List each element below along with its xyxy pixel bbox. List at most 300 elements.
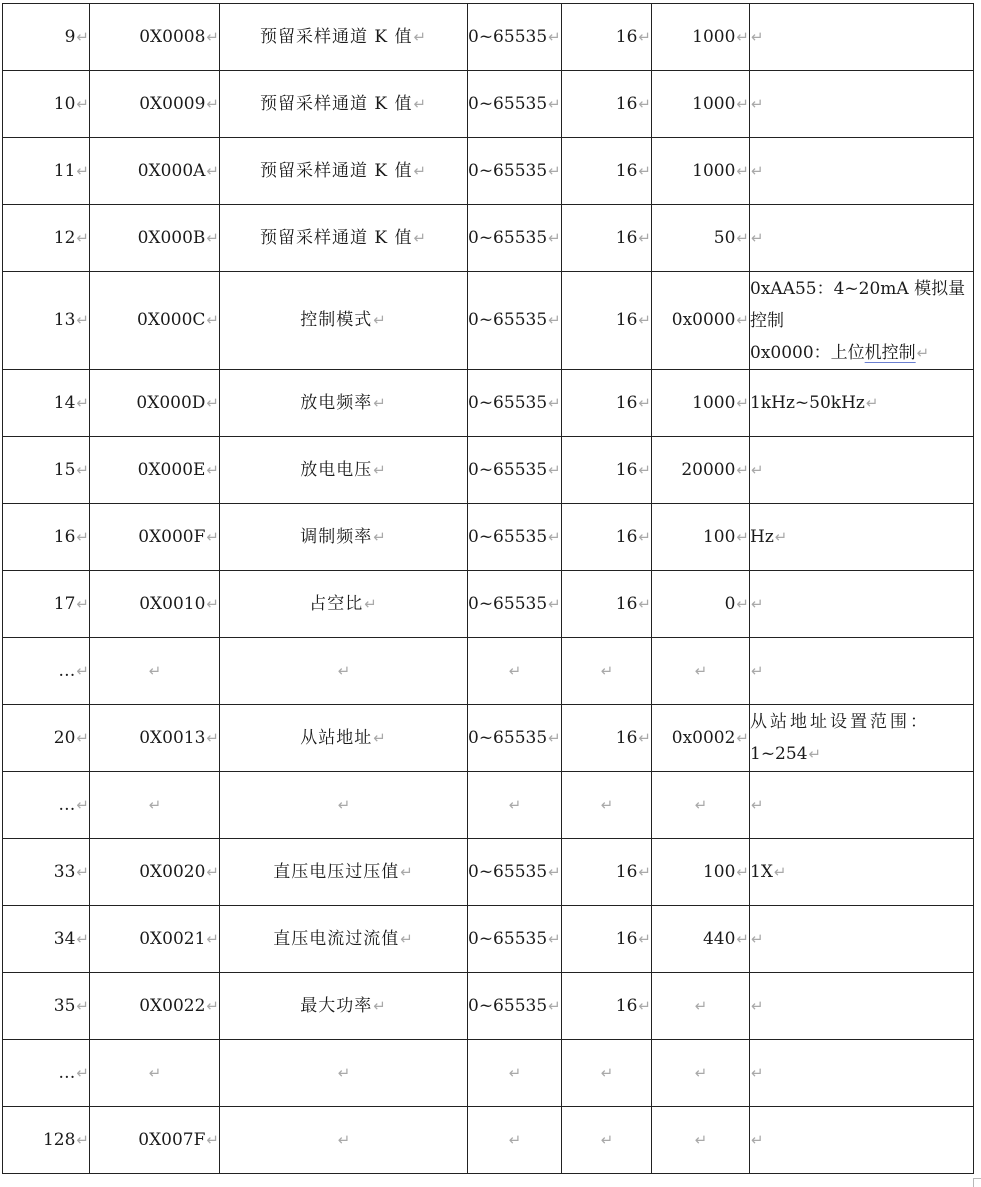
value-range-cell <box>468 973 562 1040</box>
row-number-cell <box>3 370 90 437</box>
paragraph-mark-icon: ↵ <box>76 795 89 814</box>
register-address: 0X000C <box>137 310 206 330</box>
paragraph-mark-icon: ↵ <box>736 27 749 46</box>
paragraph-mark-icon: ↵ <box>206 862 219 881</box>
bit-width-cell <box>562 973 652 1040</box>
remark-cell <box>750 272 974 370</box>
paragraph-mark-icon: ↵ <box>373 996 387 1015</box>
paragraph-mark-icon: ↵ <box>638 393 651 412</box>
value-range: 0~65535 <box>468 861 548 882</box>
remark-cell <box>750 839 974 906</box>
value-range: 0~65535 <box>468 227 548 248</box>
row-number: 14 <box>53 392 76 413</box>
remark-cell <box>750 1040 974 1107</box>
paragraph-mark-icon: ↵ <box>206 311 219 329</box>
register-name: 预留采样通道 K 值 <box>259 227 413 248</box>
register-name-cell <box>220 370 468 437</box>
paragraph-mark-icon: ↵ <box>206 527 219 546</box>
remark-cell <box>750 138 974 205</box>
row-number-cell <box>3 504 90 571</box>
remark-cell <box>750 205 974 272</box>
register-address: 0X000D <box>136 392 206 413</box>
remark-text: 1~254 <box>750 744 808 764</box>
paragraph-mark-icon: ↵ <box>76 527 89 546</box>
bit-width: 16 <box>615 310 638 330</box>
default-value-cell <box>652 839 750 906</box>
paragraph-mark-icon: ↵ <box>148 1063 162 1082</box>
paragraph-mark-icon: ↵ <box>751 594 764 613</box>
paragraph-mark-icon: ↵ <box>736 594 749 613</box>
remark-cell <box>750 906 974 973</box>
paragraph-mark-icon: ↵ <box>206 929 219 948</box>
paragraph-mark-icon: ↵ <box>751 228 764 247</box>
bit-width-cell <box>562 71 652 138</box>
value-range: 0~65535 <box>468 593 548 614</box>
row-number: 11 <box>53 160 76 181</box>
bit-width: 16 <box>615 392 638 413</box>
paragraph-mark-icon: ↵ <box>751 795 764 814</box>
paragraph-mark-icon: ↵ <box>694 996 708 1015</box>
register-address: 0X0010 <box>139 593 206 614</box>
value-range-cell <box>468 4 562 71</box>
value-range: 0~65535 <box>468 26 548 47</box>
default-value-cell <box>652 1040 750 1107</box>
register-name: 预留采样通道 K 值 <box>259 26 413 47</box>
table-row <box>3 839 974 906</box>
paragraph-mark-icon: ↵ <box>206 728 219 747</box>
bit-width-cell <box>562 437 652 504</box>
row-number: 16 <box>53 526 76 547</box>
paragraph-mark-icon: ↵ <box>373 728 387 747</box>
row-number-cell <box>3 1107 90 1174</box>
register-name: 最大功率 <box>300 995 373 1016</box>
remark-cell <box>750 504 974 571</box>
register-address-cell <box>90 1040 220 1107</box>
paragraph-mark-icon: ↵ <box>865 393 879 412</box>
default-value-cell <box>652 705 750 772</box>
bit-width-cell <box>562 138 652 205</box>
paragraph-mark-icon: ↵ <box>751 27 764 46</box>
table-row <box>3 571 974 638</box>
default-value-cell <box>652 205 750 272</box>
row-number: 9 <box>64 26 76 47</box>
paragraph-mark-icon: ↵ <box>364 594 378 613</box>
bit-width-cell <box>562 906 652 973</box>
paragraph-mark-icon: ↵ <box>600 1063 614 1082</box>
table-row <box>3 205 974 272</box>
paragraph-mark-icon: ↵ <box>638 996 651 1015</box>
row-number: 12 <box>53 227 76 248</box>
bit-width-cell <box>562 1040 652 1107</box>
value-range-cell <box>468 504 562 571</box>
register-address-cell <box>90 973 220 1040</box>
value-range-cell <box>468 772 562 839</box>
register-name: 调制频率 <box>300 526 373 547</box>
row-number-cell <box>3 1040 90 1107</box>
default-value-cell <box>652 638 750 705</box>
paragraph-mark-icon: ↵ <box>337 1063 351 1082</box>
register-name-cell <box>220 1107 468 1174</box>
register-address-cell <box>90 705 220 772</box>
register-name: 预留采样通道 K 值 <box>259 93 413 114</box>
value-range-cell <box>468 906 562 973</box>
value-range: 0~65535 <box>468 93 548 114</box>
paragraph-mark-icon: ↵ <box>76 1063 89 1082</box>
value-range: 0~65535 <box>468 727 548 748</box>
register-address-cell <box>90 772 220 839</box>
remark-cell <box>750 370 974 437</box>
bit-width-cell <box>562 839 652 906</box>
bit-width-cell <box>562 772 652 839</box>
table-row <box>3 772 974 839</box>
paragraph-mark-icon: ↵ <box>751 94 764 113</box>
register-address-cell <box>90 906 220 973</box>
paragraph-mark-icon: ↵ <box>548 996 561 1015</box>
paragraph-mark-icon: ↵ <box>548 460 561 479</box>
row-number-cell <box>3 638 90 705</box>
paragraph-mark-icon: ↵ <box>206 996 219 1015</box>
value-range-cell <box>468 1107 562 1174</box>
register-table <box>2 3 974 1174</box>
paragraph-mark-icon: ↵ <box>694 661 708 680</box>
table-row <box>3 272 974 370</box>
bit-width-cell <box>562 571 652 638</box>
register-address: 0X000E <box>137 459 206 480</box>
row-number: 20 <box>53 727 76 748</box>
paragraph-mark-icon: ↵ <box>76 996 89 1015</box>
bit-width-cell <box>562 705 652 772</box>
remark-cell <box>750 772 974 839</box>
paragraph-mark-icon: ↵ <box>373 393 387 412</box>
row-number: 10 <box>53 93 76 114</box>
value-range: 0~65535 <box>468 392 548 413</box>
value-range: 0~65535 <box>468 526 548 547</box>
row-number: 15 <box>53 459 76 480</box>
register-name-cell <box>220 504 468 571</box>
paragraph-mark-icon: ↵ <box>600 1130 614 1149</box>
paragraph-mark-icon: ↵ <box>548 161 561 180</box>
table-row <box>3 437 974 504</box>
row-number-cell <box>3 205 90 272</box>
register-address-cell <box>90 272 220 370</box>
paragraph-mark-icon: ↵ <box>206 228 219 247</box>
table-row <box>3 370 974 437</box>
default-value-cell <box>652 272 750 370</box>
paragraph-mark-icon: ↵ <box>337 661 351 680</box>
register-name-cell <box>220 906 468 973</box>
paragraph-mark-icon: ↵ <box>337 1130 351 1149</box>
default-value: 0 <box>724 593 736 614</box>
value-range-cell <box>468 138 562 205</box>
bit-width-cell <box>562 638 652 705</box>
register-address: 0X0008 <box>139 26 206 47</box>
paragraph-mark-icon: ↵ <box>76 94 89 113</box>
paragraph-mark-icon: ↵ <box>548 27 561 46</box>
row-number: … <box>58 660 76 681</box>
remark-cell <box>750 437 974 504</box>
paragraph-mark-icon: ↵ <box>916 343 930 362</box>
default-value-cell <box>652 437 750 504</box>
paragraph-mark-icon: ↵ <box>751 460 764 479</box>
row-number-cell <box>3 138 90 205</box>
value-range: 0~65535 <box>468 995 548 1016</box>
default-value-cell <box>652 370 750 437</box>
bit-width: 16 <box>615 928 638 949</box>
register-name-cell <box>220 839 468 906</box>
table-row <box>3 138 974 205</box>
table-row <box>3 4 974 71</box>
paragraph-mark-icon: ↵ <box>76 1130 89 1149</box>
paragraph-mark-icon: ↵ <box>508 1063 522 1082</box>
register-name: 直压电压过压值 <box>273 861 400 882</box>
default-value: 1000 <box>692 93 736 114</box>
value-range: 0~65535 <box>468 310 548 330</box>
register-name: 预留采样通道 K 值 <box>259 160 413 181</box>
row-number-cell <box>3 71 90 138</box>
default-value: 100 <box>702 526 736 547</box>
remark-text: 0x0000：上位机控制 <box>750 342 916 363</box>
bit-width: 16 <box>615 526 638 547</box>
row-number-cell <box>3 272 90 370</box>
register-name-cell <box>220 571 468 638</box>
register-name-cell <box>220 705 468 772</box>
row-number-cell <box>3 4 90 71</box>
remark-cell <box>750 571 974 638</box>
remark-text: 0xAA55：4~20mA 模拟量 <box>750 278 966 299</box>
default-value: 0x0000 <box>671 310 736 330</box>
paragraph-mark-icon: ↵ <box>808 745 822 763</box>
default-value: 0x0002 <box>671 727 736 748</box>
bit-width: 16 <box>615 26 638 47</box>
paragraph-mark-icon: ↵ <box>76 228 89 247</box>
paragraph-mark-icon: ↵ <box>751 661 764 680</box>
register-address-cell <box>90 370 220 437</box>
paragraph-mark-icon: ↵ <box>548 228 561 247</box>
bit-width: 16 <box>615 160 638 181</box>
paragraph-mark-icon: ↵ <box>413 27 428 46</box>
paragraph-mark-icon: ↵ <box>206 27 219 46</box>
value-range-cell <box>468 205 562 272</box>
paragraph-mark-icon: ↵ <box>76 661 89 680</box>
paragraph-mark-icon: ↵ <box>600 661 614 680</box>
bit-width-cell <box>562 1107 652 1174</box>
row-number: 17 <box>53 593 76 614</box>
paragraph-mark-icon: ↵ <box>638 311 651 329</box>
table-row <box>3 973 974 1040</box>
paragraph-mark-icon: ↵ <box>148 661 162 680</box>
paragraph-mark-icon: ↵ <box>508 795 522 814</box>
register-name-cell <box>220 437 468 504</box>
row-number: 33 <box>53 861 76 882</box>
row-number: 35 <box>53 995 76 1016</box>
paragraph-mark-icon: ↵ <box>373 527 387 546</box>
paragraph-mark-icon: ↵ <box>413 161 428 180</box>
register-address: 0X0020 <box>139 861 206 882</box>
register-address-cell <box>90 138 220 205</box>
row-number-cell <box>3 839 90 906</box>
bit-width-cell <box>562 205 652 272</box>
default-value: 20000 <box>681 459 736 480</box>
paragraph-mark-icon: ↵ <box>694 795 708 814</box>
value-range-cell <box>468 1040 562 1107</box>
paragraph-mark-icon: ↵ <box>638 527 651 546</box>
register-name-cell <box>220 4 468 71</box>
register-name: 放电频率 <box>300 392 373 413</box>
paragraph-mark-icon: ↵ <box>638 228 651 247</box>
paragraph-mark-icon: ↵ <box>638 94 651 113</box>
paragraph-mark-icon: ↵ <box>638 862 651 881</box>
register-address-cell <box>90 4 220 71</box>
paragraph-mark-icon: ↵ <box>76 594 89 613</box>
default-value: 440 <box>702 928 736 949</box>
paragraph-mark-icon: ↵ <box>76 393 89 412</box>
value-range-cell <box>468 571 562 638</box>
paragraph-mark-icon: ↵ <box>736 460 749 479</box>
paragraph-mark-icon: ↵ <box>751 996 764 1015</box>
bit-width-cell <box>562 370 652 437</box>
value-range-cell <box>468 705 562 772</box>
register-address-cell <box>90 71 220 138</box>
register-address: 0X000B <box>137 227 206 248</box>
register-address-cell <box>90 504 220 571</box>
paragraph-mark-icon: ↵ <box>736 311 749 329</box>
register-name-cell <box>220 272 468 370</box>
paragraph-mark-icon: ↵ <box>373 460 387 479</box>
paragraph-mark-icon: ↵ <box>206 94 219 113</box>
table-row <box>3 705 974 772</box>
register-address-cell <box>90 839 220 906</box>
row-number-cell <box>3 705 90 772</box>
paragraph-mark-icon: ↵ <box>206 161 219 180</box>
row-number-cell <box>3 437 90 504</box>
paragraph-mark-icon: ↵ <box>774 527 788 546</box>
paragraph-mark-icon: ↵ <box>751 161 764 180</box>
paragraph-mark-icon: ↵ <box>736 228 749 247</box>
remark-text: Hz <box>750 526 774 547</box>
register-name: 放电电压 <box>300 459 373 480</box>
register-address: 0X0022 <box>139 995 206 1016</box>
paragraph-mark-icon: ↵ <box>548 393 561 412</box>
row-number: 128 <box>42 1129 76 1150</box>
paragraph-mark-icon: ↵ <box>736 929 749 948</box>
paragraph-mark-icon: ↵ <box>736 728 749 747</box>
paragraph-mark-icon: ↵ <box>773 862 787 881</box>
remark-cell <box>750 973 974 1040</box>
paragraph-mark-icon: ↵ <box>751 1130 764 1149</box>
paragraph-mark-icon: ↵ <box>548 311 561 329</box>
bit-width: 16 <box>615 227 638 248</box>
paragraph-mark-icon: ↵ <box>76 862 89 881</box>
register-name-cell <box>220 638 468 705</box>
bit-width-cell <box>562 504 652 571</box>
paragraph-mark-icon: ↵ <box>736 862 749 881</box>
remark-text: 控制 <box>750 310 784 331</box>
paragraph-mark-icon: ↵ <box>694 1130 708 1149</box>
paragraph-mark-icon: ↵ <box>76 27 89 46</box>
default-value-cell <box>652 973 750 1040</box>
default-value-cell <box>652 1107 750 1174</box>
table-row <box>3 1107 974 1174</box>
row-number-cell <box>3 772 90 839</box>
default-value-cell <box>652 571 750 638</box>
paragraph-mark-icon: ↵ <box>148 795 162 814</box>
paragraph-mark-icon: ↵ <box>413 94 428 113</box>
default-value: 1000 <box>692 392 736 413</box>
table-row <box>3 504 974 571</box>
paragraph-mark-icon: ↵ <box>638 594 651 613</box>
paragraph-mark-icon: ↵ <box>548 862 561 881</box>
register-address-cell <box>90 437 220 504</box>
default-value-cell <box>652 71 750 138</box>
paragraph-mark-icon: ↵ <box>206 1130 219 1149</box>
paragraph-mark-icon: ↵ <box>548 527 561 546</box>
paragraph-mark-icon: ↵ <box>206 594 219 613</box>
value-range-cell <box>468 370 562 437</box>
row-number-cell <box>3 571 90 638</box>
default-value: 100 <box>702 861 736 882</box>
default-value-cell <box>652 138 750 205</box>
register-address: 0X000A <box>137 160 206 181</box>
register-name-cell <box>220 205 468 272</box>
value-range-cell <box>468 638 562 705</box>
paragraph-mark-icon: ↵ <box>76 929 89 948</box>
paragraph-mark-icon: ↵ <box>736 393 749 412</box>
bit-width: 16 <box>615 995 638 1016</box>
paragraph-mark-icon: ↵ <box>638 929 651 948</box>
value-range: 0~65535 <box>468 459 548 480</box>
row-number: … <box>58 794 76 815</box>
paragraph-mark-icon: ↵ <box>337 795 351 814</box>
row-number-cell <box>3 973 90 1040</box>
register-address: 0X0021 <box>139 928 206 949</box>
register-address-cell <box>90 1107 220 1174</box>
paragraph-mark-icon: ↵ <box>76 728 89 747</box>
bit-width: 16 <box>615 861 638 882</box>
paragraph-mark-icon: ↵ <box>548 94 561 113</box>
register-address: 0X007F <box>138 1129 206 1150</box>
paragraph-mark-icon: ↵ <box>206 460 219 479</box>
register-name-cell <box>220 138 468 205</box>
default-value-cell <box>652 906 750 973</box>
remark-cell <box>750 1107 974 1174</box>
default-value: 1000 <box>692 26 736 47</box>
paragraph-mark-icon: ↵ <box>548 728 561 747</box>
register-address: 0X0013 <box>139 727 206 748</box>
paragraph-mark-icon: ↵ <box>638 161 651 180</box>
remark-cell <box>750 71 974 138</box>
remark-cell <box>750 705 974 772</box>
paragraph-mark-icon: ↵ <box>548 594 561 613</box>
row-number: 13 <box>53 310 76 330</box>
paragraph-mark-icon: ↵ <box>600 795 614 814</box>
remark-cell <box>750 638 974 705</box>
register-name: 占空比 <box>309 593 364 614</box>
paragraph-mark-icon: ↵ <box>736 94 749 113</box>
register-name-cell <box>220 71 468 138</box>
paragraph-mark-icon: ↵ <box>373 311 387 329</box>
paragraph-mark-icon: ↵ <box>736 161 749 180</box>
paragraph-mark-icon: ↵ <box>76 161 89 180</box>
default-value: 50 <box>713 227 736 248</box>
paragraph-mark-icon: ↵ <box>206 393 219 412</box>
table-row <box>3 906 974 973</box>
default-value: 1000 <box>692 160 736 181</box>
paragraph-mark-icon: ↵ <box>548 929 561 948</box>
bit-width-cell <box>562 272 652 370</box>
bit-width: 16 <box>615 93 638 114</box>
paragraph-mark-icon: ↵ <box>413 228 428 247</box>
remark-cell <box>750 4 974 71</box>
